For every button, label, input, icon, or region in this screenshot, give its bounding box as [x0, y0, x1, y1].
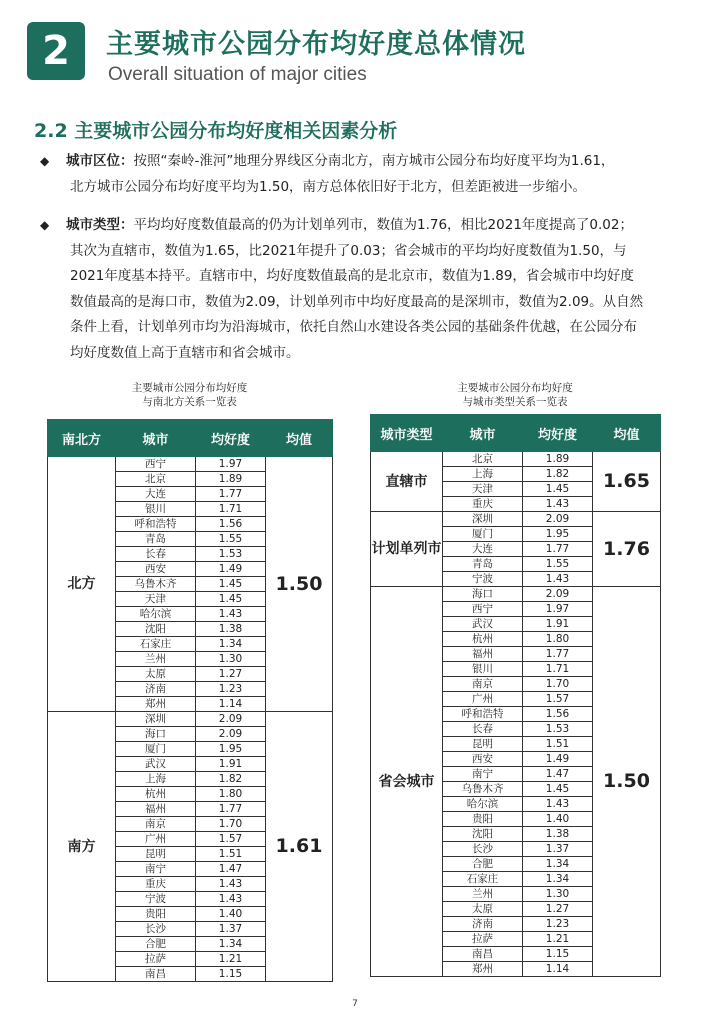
score-cell: 1.57: [196, 832, 266, 847]
group-name-cell: 计划单列市: [371, 512, 443, 587]
score-cell: 1.34: [196, 937, 266, 952]
city-cell: 长沙: [116, 922, 196, 937]
city-cell: 西宁: [443, 602, 523, 617]
score-cell: 1.77: [523, 647, 593, 662]
city-cell: 广州: [116, 832, 196, 847]
score-cell: 1.45: [196, 577, 266, 592]
paragraph-city-type: [40, 213, 680, 366]
city-cell: 广州: [443, 692, 523, 707]
city-cell: 杭州: [443, 632, 523, 647]
score-cell: 1.30: [523, 887, 593, 902]
paragraph-line: 条件上看，计划单列市均为沿海城市，依托自然山水建设各类公园的基础条件优越，在公园分布: [70, 319, 637, 335]
score-cell: 1.15: [196, 967, 266, 982]
score-cell: 1.53: [523, 722, 593, 737]
score-cell: 1.47: [523, 767, 593, 782]
city-cell: 合肥: [443, 857, 523, 872]
group-mean-cell: 1.50: [593, 587, 661, 977]
score-cell: 1.47: [196, 862, 266, 877]
city-cell: 哈尔滨: [116, 607, 196, 622]
score-cell: 2.09: [196, 712, 266, 727]
score-cell: 1.49: [523, 752, 593, 767]
city-cell: 重庆: [116, 877, 196, 892]
table-row: [48, 712, 333, 727]
city-cell: 青岛: [116, 532, 196, 547]
caption-line: 与南北方关系一览表: [142, 396, 237, 408]
score-cell: 1.45: [523, 482, 593, 497]
city-cell: 大连: [443, 542, 523, 557]
paragraph-term: 城市类型：: [66, 217, 134, 233]
score-cell: 1.45: [523, 782, 593, 797]
score-cell: 1.43: [196, 607, 266, 622]
caption-line: 主要城市公园分布均好度: [131, 382, 248, 394]
score-cell: 1.91: [523, 617, 593, 632]
paragraph-line: 数值最高的是海口市，数值为2.09，计划单列市中均好度最高的是深圳市，数值为2.09。从自然: [70, 293, 644, 310]
city-cell: 西宁: [116, 457, 196, 472]
score-cell: 1.23: [196, 682, 266, 697]
diamond-bullet-icon: ◆: [40, 218, 50, 232]
city-cell: 石家庄: [443, 872, 523, 887]
table1-caption: [47, 381, 332, 409]
score-cell: 1.55: [196, 532, 266, 547]
score-cell: 1.57: [523, 692, 593, 707]
score-cell: 1.38: [196, 622, 266, 637]
city-cell: 青岛: [443, 557, 523, 572]
city-cell: 南宁: [116, 862, 196, 877]
city-cell: 沈阳: [443, 827, 523, 842]
paragraph-line: 北方城市公园分布均好度平均为1.50，南方总体依旧好于北方，但差距被进一步缩小。: [70, 178, 587, 195]
city-cell: 北京: [443, 452, 523, 467]
city-cell: 贵阳: [443, 812, 523, 827]
score-cell: 1.77: [523, 542, 593, 557]
city-cell: 南京: [443, 677, 523, 692]
city-cell: 武汉: [116, 757, 196, 772]
group-name-cell: 南方: [48, 712, 116, 982]
column-header: 均好度: [523, 415, 593, 452]
city-cell: 银川: [443, 662, 523, 677]
group-name-cell: 直辖市: [371, 452, 443, 512]
city-cell: 海口: [116, 727, 196, 742]
city-cell: 上海: [443, 467, 523, 482]
score-cell: 1.40: [523, 812, 593, 827]
city-cell: 太原: [116, 667, 196, 682]
table-row: [371, 452, 661, 467]
city-cell: 银川: [116, 502, 196, 517]
score-cell: 1.37: [523, 842, 593, 857]
score-cell: 1.43: [523, 497, 593, 512]
column-header: 城市: [443, 415, 523, 452]
score-cell: 1.15: [523, 947, 593, 962]
paragraph-term: 城市区位：: [66, 153, 134, 169]
score-cell: 1.34: [523, 872, 593, 887]
city-cell: 南昌: [443, 947, 523, 962]
caption-line: 与城市类型关系一览表: [462, 396, 568, 408]
diamond-bullet-icon: ◆: [40, 154, 50, 168]
paragraph-line: 2021年度基本持平。直辖市中，均好度数值最高的是北京市，数值为1.89，省会城市中均好度: [70, 268, 634, 284]
city-cell: 郑州: [116, 697, 196, 712]
city-cell: 杭州: [116, 787, 196, 802]
column-header: 均好度: [196, 420, 266, 457]
score-cell: 1.27: [196, 667, 266, 682]
city-cell: 重庆: [443, 497, 523, 512]
city-cell: 昆明: [116, 847, 196, 862]
city-cell: 长沙: [443, 842, 523, 857]
group-mean-cell: 1.65: [593, 452, 661, 512]
score-cell: 1.70: [523, 677, 593, 692]
north-south-table: [47, 419, 333, 982]
score-cell: 1.43: [196, 877, 266, 892]
group-mean-cell: 1.76: [593, 512, 661, 587]
city-cell: 长春: [443, 722, 523, 737]
score-cell: 1.43: [196, 892, 266, 907]
score-cell: 2.09: [523, 512, 593, 527]
score-cell: 1.43: [523, 797, 593, 812]
table-row: [371, 587, 661, 602]
city-cell: 呼和浩特: [443, 707, 523, 722]
city-cell: 宁波: [116, 892, 196, 907]
paragraph-line: 按照“秦岭-淮河”地理分界线区分南北方，南方城市公园分布均好度平均为1.61，: [133, 153, 615, 169]
city-cell: 福州: [443, 647, 523, 662]
score-cell: 1.97: [196, 457, 266, 472]
city-cell: 大连: [116, 487, 196, 502]
city-cell: 南京: [116, 817, 196, 832]
column-header: 城市: [116, 420, 196, 457]
city-cell: 兰州: [116, 652, 196, 667]
score-cell: 1.56: [523, 707, 593, 722]
score-cell: 1.38: [523, 827, 593, 842]
score-cell: 1.89: [196, 472, 266, 487]
column-header: 城市类型: [371, 415, 443, 452]
score-cell: 1.77: [196, 487, 266, 502]
city-cell: 深圳: [443, 512, 523, 527]
city-cell: 济南: [116, 682, 196, 697]
group-mean-cell: 1.61: [266, 712, 333, 982]
score-cell: 2.09: [196, 727, 266, 742]
city-cell: 昆明: [443, 737, 523, 752]
score-cell: 1.71: [523, 662, 593, 677]
city-cell: 海口: [443, 587, 523, 602]
score-cell: 1.43: [523, 572, 593, 587]
score-cell: 1.89: [523, 452, 593, 467]
paragraph-city-location: [40, 149, 680, 200]
city-cell: 沈阳: [116, 622, 196, 637]
score-cell: 1.37: [196, 922, 266, 937]
chapter-subtitle: Overall situation of major cities: [108, 64, 367, 85]
table-row: [48, 457, 333, 472]
group-name-cell: 省会城市: [371, 587, 443, 977]
score-cell: 1.45: [196, 592, 266, 607]
score-cell: 1.27: [523, 902, 593, 917]
score-cell: 1.95: [196, 742, 266, 757]
city-cell: 天津: [116, 592, 196, 607]
city-cell: 拉萨: [443, 932, 523, 947]
score-cell: 1.53: [196, 547, 266, 562]
city-cell: 上海: [116, 772, 196, 787]
city-cell: 宁波: [443, 572, 523, 587]
city-cell: 南宁: [443, 767, 523, 782]
city-cell: 西安: [443, 752, 523, 767]
group-mean-cell: 1.50: [266, 457, 333, 712]
score-cell: 1.70: [196, 817, 266, 832]
score-cell: 1.97: [523, 602, 593, 617]
city-cell: 郑州: [443, 962, 523, 977]
score-cell: 1.34: [196, 637, 266, 652]
paragraph-line: 均好度数值上高于直辖市和省会城市。: [70, 344, 300, 361]
city-cell: 长春: [116, 547, 196, 562]
chapter-number-badge: 2: [27, 22, 85, 80]
city-cell: 哈尔滨: [443, 797, 523, 812]
city-cell: 乌鲁木齐: [443, 782, 523, 797]
score-cell: 1.14: [196, 697, 266, 712]
group-name-cell: 北方: [48, 457, 116, 712]
score-cell: 1.80: [196, 787, 266, 802]
city-cell: 南昌: [116, 967, 196, 982]
city-cell: 乌鲁木齐: [116, 577, 196, 592]
score-cell: 1.95: [523, 527, 593, 542]
score-cell: 1.30: [196, 652, 266, 667]
city-cell: 西安: [116, 562, 196, 577]
city-cell: 贵阳: [116, 907, 196, 922]
city-cell: 厦门: [443, 527, 523, 542]
city-cell: 济南: [443, 917, 523, 932]
score-cell: 1.21: [196, 952, 266, 967]
city-cell: 石家庄: [116, 637, 196, 652]
paragraph-line: 其次为直辖市，数值为1.65，比2021年提升了0.03；省会城市的平均均好度数值为1.50，与: [70, 242, 627, 259]
city-cell: 厦门: [116, 742, 196, 757]
city-cell: 拉萨: [116, 952, 196, 967]
score-cell: 1.55: [523, 557, 593, 572]
score-cell: 1.91: [196, 757, 266, 772]
column-header: 均值: [266, 420, 333, 457]
caption-line: 主要城市公园分布均好度: [457, 382, 573, 394]
paragraph-line: 平均均好度数值最高的仍为计划单列市，数值为1.76，相比2021年度提高了0.02；: [133, 217, 633, 233]
chapter-title: 主要城市公园分布均好度总体情况: [106, 29, 526, 60]
city-cell: 武汉: [443, 617, 523, 632]
score-cell: 1.82: [523, 467, 593, 482]
score-cell: 1.21: [523, 932, 593, 947]
table2-caption: [370, 381, 660, 409]
score-cell: 1.80: [523, 632, 593, 647]
score-cell: 1.56: [196, 517, 266, 532]
city-cell: 呼和浩特: [116, 517, 196, 532]
city-cell: 福州: [116, 802, 196, 817]
city-cell: 深圳: [116, 712, 196, 727]
score-cell: 1.34: [523, 857, 593, 872]
city-cell: 北京: [116, 472, 196, 487]
table-row: [371, 512, 661, 527]
score-cell: 1.51: [523, 737, 593, 752]
city-cell: 合肥: [116, 937, 196, 952]
score-cell: 1.40: [196, 907, 266, 922]
city-cell: 太原: [443, 902, 523, 917]
city-cell: 兰州: [443, 887, 523, 902]
score-cell: 1.23: [523, 917, 593, 932]
score-cell: 1.14: [523, 962, 593, 977]
column-header: 南北方: [48, 420, 116, 457]
score-cell: 2.09: [523, 587, 593, 602]
score-cell: 1.49: [196, 562, 266, 577]
score-cell: 1.51: [196, 847, 266, 862]
score-cell: 1.77: [196, 802, 266, 817]
score-cell: 1.82: [196, 772, 266, 787]
column-header: 均值: [593, 415, 661, 452]
section-title: 2.2 主要城市公园分布均好度相关因素分析: [34, 120, 398, 142]
score-cell: 1.71: [196, 502, 266, 517]
page-number: 7: [352, 999, 358, 1009]
city-type-table: [370, 414, 661, 977]
city-cell: 天津: [443, 482, 523, 497]
